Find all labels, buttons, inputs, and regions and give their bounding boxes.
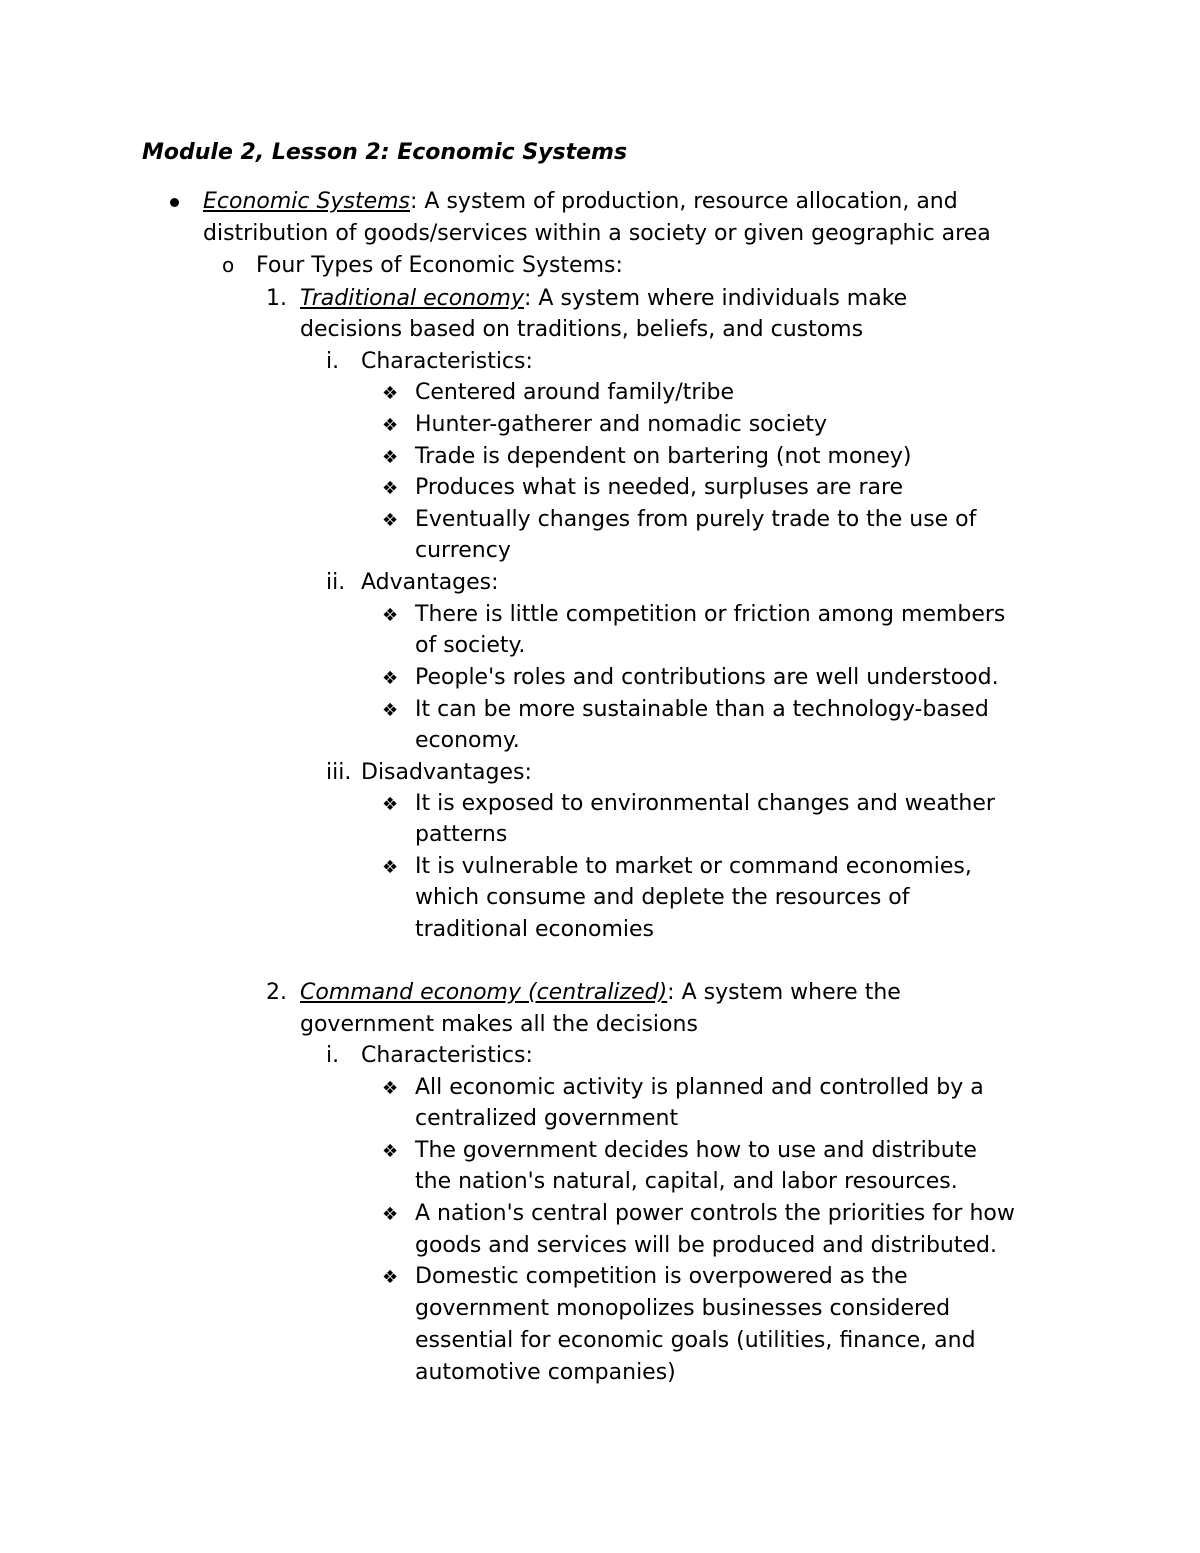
list-item-continuation: centralized government [415,1106,679,1131]
list-item-continuation: government monopolizes businesses considered [415,1296,951,1321]
diamond-bullet-icon: ❖ [382,478,399,499]
definition-line-2: distribution of goods/services within a society or given geographic area [203,221,991,246]
list-item: Produces what is needed, surpluses are rare [415,475,904,500]
traditional-line-1 [300,283,907,314]
list-item: Domestic competition is overpowered as the [415,1264,908,1289]
definition-line-1 [203,186,958,217]
diamond-bullet-icon: ❖ [382,700,399,721]
list-item: Hunter-gatherer and nomadic society [415,412,828,437]
list-item: It can be more sustainable than a technology-based [415,697,989,722]
command-text-1: : A system where the [667,980,901,1005]
list-number-1: 1. [266,286,287,311]
command-characteristics-label: Characteristics: [361,1043,533,1068]
diamond-bullet-icon: ❖ [382,1078,399,1099]
diamond-bullet-icon: ❖ [382,605,399,626]
definition-term: Economic Systems [203,189,410,214]
bullet-dot-icon [170,198,179,207]
diamond-bullet-icon: ❖ [382,794,399,815]
traditional-advantages-label: Advantages: [361,570,499,595]
list-item: It is vulnerable to market or command economies, [415,854,972,879]
diamond-bullet-icon: ❖ [382,1141,399,1162]
traditional-line-2: decisions based on traditions, beliefs, and customs [300,317,864,342]
list-item-continuation: the nation's natural, capital, and labor resources. [415,1169,958,1194]
diamond-bullet-icon: ❖ [382,857,399,878]
list-item: People's roles and contributions are well understood. [415,665,999,690]
list-item-continuation: patterns [415,822,508,847]
list-item-continuation: essential for economic goals (utilities, finance, and [415,1328,976,1353]
list-item: Eventually changes from purely trade to the use of [415,507,977,532]
traditional-term: Traditional economy [300,286,525,311]
list-item: Centered around family/tribe [415,380,734,405]
roman-numeral: iii. [326,760,352,785]
page-title: Module 2, Lesson 2: Economic Systems [142,140,628,165]
diamond-bullet-icon: ❖ [382,1204,399,1225]
list-item: Trade is dependent on bartering (not money) [415,444,912,469]
traditional-text-1: : A system where individuals make [524,286,908,311]
list-item: A nation's central power controls the priorities for how [415,1201,1015,1226]
circle-bullet-icon: o [222,253,235,277]
command-term: Command economy (centralized) [300,980,668,1005]
diamond-bullet-icon: ❖ [382,510,399,531]
list-item-continuation: automotive companies) [415,1360,676,1385]
list-item-continuation: goods and services will be produced and distributed. [415,1233,997,1258]
diamond-bullet-icon: ❖ [382,668,399,689]
roman-numeral: ii. [326,570,346,595]
list-item-continuation: of society. [415,633,526,658]
diamond-bullet-icon: ❖ [382,415,399,436]
command-line-1 [300,977,901,1008]
list-item: The government decides how to use and distribute [415,1138,977,1163]
definition-colon: : [410,189,418,214]
list-number-2: 2. [266,980,287,1005]
diamond-bullet-icon: ❖ [382,447,399,468]
diamond-bullet-icon: ❖ [382,1267,399,1288]
list-item-continuation: traditional economies [415,917,654,942]
list-item: There is little competition or friction among members [415,602,1006,627]
traditional-disadvantages-label: Disadvantages: [361,760,532,785]
traditional-characteristics-label: Characteristics: [361,349,533,374]
list-item-continuation: economy. [415,728,520,753]
list-item-continuation: which consume and deplete the resources of [415,885,910,910]
definition-text-1: A system of production, resource allocation, and [417,189,958,214]
list-item-continuation: currency [415,538,511,563]
list-item: All economic activity is planned and controlled by a [415,1075,984,1100]
list-item: It is exposed to environmental changes and weather [415,791,995,816]
diamond-bullet-icon: ❖ [382,383,399,404]
roman-numeral: i. [326,349,340,374]
command-line-2: government makes all the decisions [300,1012,698,1037]
types-header: Four Types of Economic Systems: [256,253,623,278]
roman-numeral: i. [326,1043,340,1068]
